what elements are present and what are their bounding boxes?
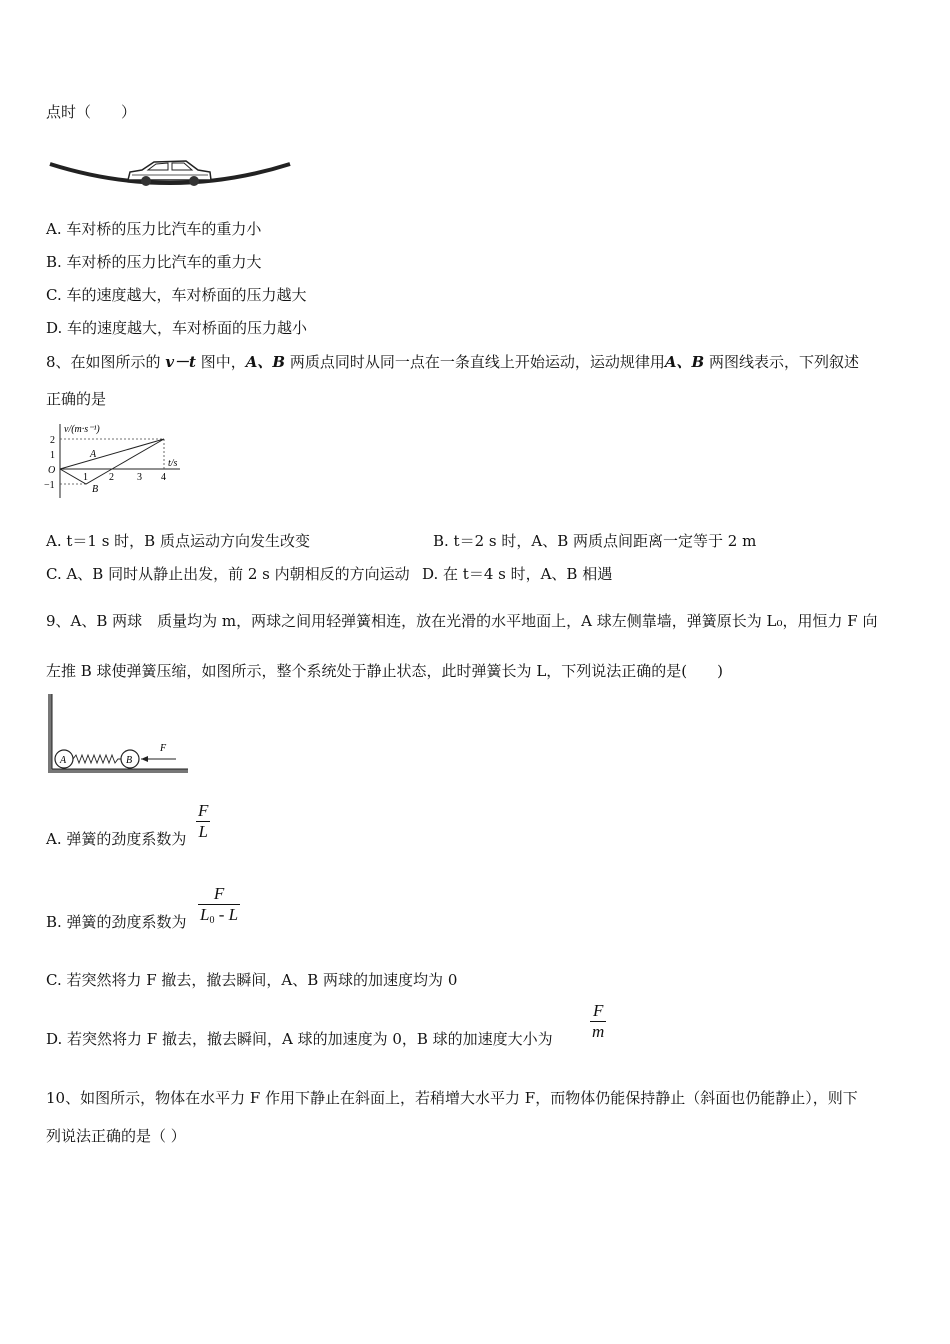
car-on-bridge-figure	[48, 152, 293, 194]
vt-line-b-label: B	[92, 484, 99, 495]
ball-b-label: B	[126, 755, 133, 766]
fraction-f-over-m: F m	[592, 1001, 605, 1041]
spring-balls-figure	[44, 690, 190, 776]
vt-xtick: 2	[109, 472, 114, 483]
q10-stem-line2: 列说法正确的是（ ）	[46, 1127, 186, 1145]
q8-option-d: D. 在 t＝4 s 时，A、B 相遇	[422, 565, 613, 583]
vt-ylabel: v/(m·s⁻¹)	[64, 424, 100, 435]
vt-xlabel: t/s	[168, 458, 178, 469]
ball-a-label: A	[60, 755, 67, 766]
q7-option-d: D. 车的速度越大，车对桥面的压力越小	[46, 319, 308, 337]
q9-option-c: C. 若突然将力 F 撤去，撤去瞬间，A、B 两球的加速度均为 0	[46, 971, 458, 989]
force-f-label: F	[160, 743, 167, 754]
vt-origin: O	[48, 465, 56, 476]
vt-line-a-label: A	[90, 449, 97, 460]
q8-option-a: A. t＝1 s 时，B 质点运动方向发生改变	[46, 532, 310, 550]
vt-xtick: 1	[83, 472, 88, 483]
q8-option-c: C. A、B 同时从静止出发，前 2 s 内朝相反的方向运动	[46, 565, 410, 583]
q8-option-b: B. t＝2 s 时，A、B 两质点间距离一定等于 2 m	[433, 532, 757, 550]
q9-stem-line1: 9、A、B 两球 质量均为 m，两球之间用轻弹簧相连，放在光滑的水平地面上，A 球左侧靠墙，弹簧原长为 L₀，用恒力 F 向	[46, 612, 878, 630]
vt-xtick: 3	[137, 472, 142, 483]
fraction-f-over-l0-minus-l: F $L_0$ - L	[200, 884, 239, 926]
q9-stem-line2: 左推 B 球使弹簧压缩，如图所示，整个系统处于静止状态，此时弹簧长为 L，下列说法正确的是( )	[46, 662, 723, 680]
q7-stem-tail: 点时（ ）	[46, 103, 137, 121]
q9-option-d: D. 若突然将力 F 撤去，撤去瞬间，A 球的加速度为 0，B 球的加速度大小为	[46, 1030, 553, 1048]
vt-xtick: 4	[161, 472, 166, 483]
q7-option-c: C. 车的速度越大，车对桥面的压力越大	[46, 286, 307, 304]
vt-ytick: 2	[50, 435, 55, 446]
fraction-f-over-l: F L	[198, 801, 209, 841]
q10-stem-line1: 10、如图所示，物体在水平力 F 作用下静止在斜面上，若稍增大水平力 F，而物体仍能保持静止（斜面也仍能静止），则下	[46, 1089, 858, 1107]
q8-stem-line2: 正确的是	[46, 390, 107, 408]
q7-option-b: B. 车对桥的压力比汽车的重力大	[46, 253, 262, 271]
q7-option-a: A. 车对桥的压力比汽车的重力小	[46, 220, 262, 238]
vt-ytick: −1	[44, 480, 55, 491]
q9-option-a: A. 弹簧的劲度系数为	[46, 830, 187, 848]
vt-ytick: 1	[50, 450, 55, 461]
q8-stem-line1: 8、在如图所示的 v－t 图中，A、B 两质点同时从同一点在一条直线上开始运动，运动规律用A、B 两图线表示，下列叙述	[46, 353, 859, 371]
q9-option-b: B. 弹簧的劲度系数为	[46, 913, 187, 931]
vt-graph	[42, 420, 192, 502]
